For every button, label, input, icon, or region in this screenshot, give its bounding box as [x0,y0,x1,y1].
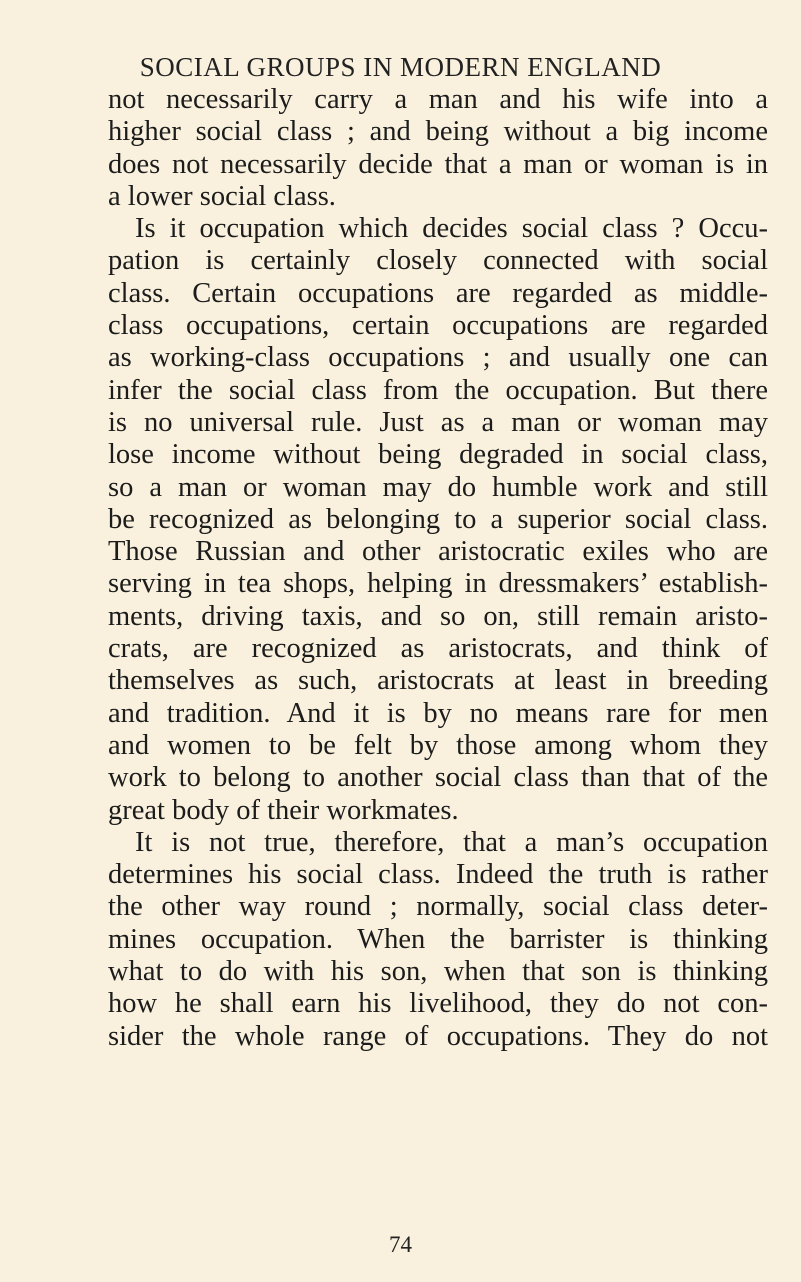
text-line: a lower social class. [108,180,336,212]
text-line: great body of their workmates. [108,794,459,826]
text-line: as working-class occupations ; and usually one can [108,342,768,374]
text-line: Those Russian and other aristocratic exiles who are [108,536,768,568]
text-line: mines occupation. When the barrister is thinking [108,923,768,955]
text-line: infer the social class from the occupation. But there [108,374,768,406]
text-line: lose income without being degraded in social class, [108,439,768,471]
text-line: It is not true, therefore, that a man’s occupation [135,826,768,858]
text-line: themselves as such, aristocrats at least in breeding [108,665,768,697]
text-line: serving in tea shops, helping in dressmakers’ establish- [108,568,768,600]
text-line: not necessarily carry a man and his wife into a [108,84,768,115]
text-line: is no universal rule. Just as a man or woman may [108,406,768,438]
running-head: SOCIAL GROUPS IN MODERN ENGLAND [139,52,662,82]
text-line: the other way round ; normally, social class deter- [108,891,768,923]
text-line: Is it occupation which decides social class ? Occu- [135,213,768,245]
text-line: be recognized as belonging to a superior social class. [108,503,768,535]
text-line: how he shall earn his livelihood, they do not con- [108,988,768,1020]
text-line: sider the whole range of occupations. They do not [108,1020,768,1052]
text-line: class. Certain occupations are regarded as middle- [108,277,768,309]
text-line: and women to be felt by those among whom they [108,729,768,761]
text-line: higher social class ; and being without a big income [108,116,768,148]
text-line: ments, driving taxis, and so on, still remain aristo- [108,600,768,632]
page-number: 74 [389,1232,412,1257]
text-line: determines his social class. Indeed the truth is rather [108,859,768,891]
text-line: crats, are recognized as aristocrats, and think of [108,633,768,665]
text-line: work to belong to another social class than that of the [108,762,768,794]
text-line: and tradition. And it is by no means rare for men [108,697,768,729]
text-line: class occupations, certain occupations are regarded [108,310,768,342]
text-line: what to do with his son, when that son is thinking [108,956,768,988]
body-text [108,84,768,1053]
text-line: so a man or woman may do humble work and still [108,471,768,503]
text-line: pation is certainly closely connected with social [108,245,768,277]
text-line: does not necessarily decide that a man or woman is in [108,148,768,180]
